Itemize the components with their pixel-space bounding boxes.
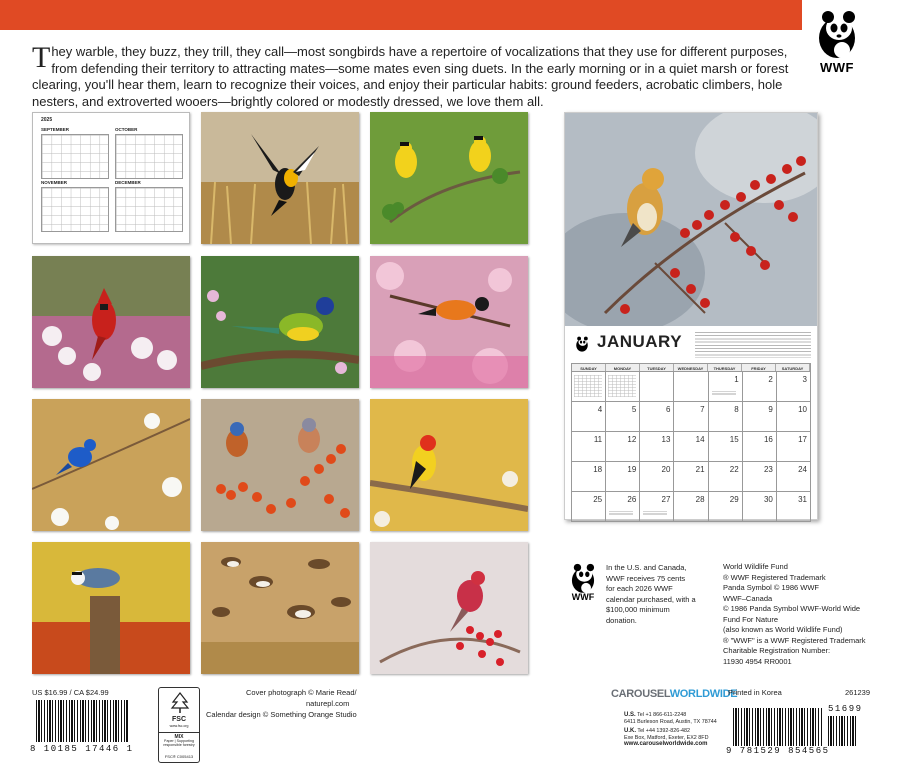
day-cell — [606, 432, 640, 461]
day-number: 28 — [695, 495, 705, 504]
day-cell — [709, 492, 743, 521]
day-cell — [606, 402, 640, 431]
day-number: 17 — [798, 435, 807, 444]
intro-dropcap: T — [32, 41, 51, 74]
printed-in: Printed in Korea — [728, 688, 782, 697]
day-number: 31 — [798, 495, 807, 504]
day-cell — [674, 402, 708, 431]
photo-eastern-bluebirds — [201, 399, 359, 531]
header-bar — [0, 0, 802, 30]
photo-caption-text — [695, 332, 811, 358]
day-number: 29 — [729, 495, 739, 504]
day-cell — [640, 372, 674, 401]
day-cell — [777, 462, 811, 491]
calendar-week-row — [571, 402, 811, 432]
day-number: 21 — [695, 465, 705, 474]
day-number: 4 — [597, 405, 603, 414]
day-cell — [777, 432, 811, 461]
mini-calendar-2025 — [32, 112, 190, 244]
day-number: 14 — [695, 435, 705, 444]
january-calendar-page — [564, 112, 818, 520]
trademark-notice: World Wildlife Fund ® WWF Registered Trademark Panda Symbol © 1986 WWF WWF–Canada © 1986 Panda Symbol WWF-World Wide Fund For Nature (also known as World Wildlife Fund) ® "WWF" is a WWF Registered Trademark Charitable Registration Number: 11930 4954 RR0001 — [723, 562, 866, 666]
day-number: 18 — [593, 465, 603, 474]
day-cell — [572, 372, 606, 401]
weekday-label: WEDNESDAY — [674, 364, 708, 371]
calendar-week-row — [571, 372, 811, 402]
day-number: 3 — [802, 375, 807, 384]
day-number: 16 — [763, 435, 773, 444]
donation-note: In the U.S. and Canada, WWF receives 75 cents for each 2026 WWF calendar purchased, with a $100,000 minimum donation. — [606, 563, 696, 625]
day-number: 13 — [661, 435, 671, 444]
day-cell — [572, 462, 606, 491]
fsc-badge — [158, 687, 200, 763]
calendar-grid — [571, 363, 811, 522]
day-cell — [606, 372, 640, 401]
photo-oriole-in-flight — [201, 112, 359, 244]
day-cell — [674, 462, 708, 491]
day-number: 22 — [729, 465, 739, 474]
fsc-mix: MIX — [159, 732, 199, 740]
day-cell — [709, 432, 743, 461]
day-cell — [709, 372, 743, 401]
design-credit: Calendar design © Something Orange Studio — [206, 710, 357, 719]
mini-calendar-year: 2025 — [41, 117, 53, 123]
day-cell — [606, 462, 640, 491]
price-label: US $16.99 / CA $24.99 — [32, 688, 109, 697]
mini-month-label: NOVEMBER — [41, 180, 68, 185]
mini-month-grid — [41, 187, 109, 232]
day-cell — [572, 432, 606, 461]
weekday-label: MONDAY — [606, 364, 640, 371]
day-number: 9 — [768, 405, 773, 414]
photo-snow-buntings — [201, 542, 359, 674]
intro-text: hey warble, they buzz, they trill, they call—most songbirds have a repertoire of vocalizations that they use for different purposes, from defending their territory to attracting mates—some mates even sing duets. In the early morning or in a quiet marsh or forest clearing, you'll hear them, learn to recognize their voices, and enjoy their particular habits: ground feeders, acrobatic climbers, hole nesters, and extroverted wooers—brightly colored or modestly dressed, we love them all. — [32, 44, 789, 109]
photo-nuthatch — [32, 542, 190, 674]
mini-month-grid — [115, 187, 183, 232]
photo-cardinal — [32, 256, 190, 388]
photo-western-tanager — [370, 399, 528, 531]
day-cell — [572, 402, 606, 431]
day-number: 8 — [734, 405, 739, 414]
holiday-note — [609, 511, 633, 515]
fsc-label: FSC — [172, 716, 186, 723]
photo-credit: Cover photograph © Marie Read/ — [246, 688, 357, 697]
day-cell — [674, 372, 708, 401]
weekday-label: SATURDAY — [776, 364, 810, 371]
weekday-label: TUESDAY — [640, 364, 674, 371]
panda-icon — [566, 562, 600, 594]
barcode-upc — [36, 700, 128, 742]
photo-credit-site: naturepl.com — [306, 699, 350, 708]
mini-month-grid — [115, 134, 183, 179]
day-number: 7 — [700, 405, 705, 414]
day-cell — [743, 492, 777, 521]
day-number: 27 — [661, 495, 671, 504]
day-cell — [777, 492, 811, 521]
photo-goldfinches — [370, 112, 528, 244]
weekday-label: SUNDAY — [572, 364, 606, 371]
panda-icon — [574, 334, 590, 354]
photo-green-jay — [201, 256, 359, 388]
mini-month-preview — [608, 375, 636, 397]
calendar-week-row — [571, 492, 811, 522]
day-cell — [674, 492, 708, 521]
day-number: 23 — [763, 465, 773, 474]
day-number: 1 — [734, 375, 739, 384]
mini-month-label: DECEMBER — [115, 180, 141, 185]
day-cell — [743, 372, 777, 401]
day-cell — [640, 402, 674, 431]
carousel-worldwide-logo: CAROUSELWORLDWIDE — [611, 688, 738, 700]
day-number: 15 — [729, 435, 739, 444]
mini-month-preview — [574, 375, 602, 397]
day-cell — [743, 462, 777, 491]
wwf-logo-small — [566, 562, 600, 610]
barcode-upc-number: 8 10185 17446 1 — [30, 744, 134, 754]
photo-baltimore-oriole — [370, 256, 528, 388]
day-cell — [640, 492, 674, 521]
barcode-isbn-number: 9 781529 854565 — [726, 746, 830, 756]
wwf-logo-text: WWF — [571, 592, 595, 602]
holiday-note — [712, 391, 736, 395]
barcode-isbn — [733, 708, 823, 746]
intro-paragraph — [32, 41, 812, 110]
wwf-logo — [812, 8, 892, 78]
day-number: 2 — [768, 375, 773, 384]
day-number: 12 — [627, 435, 637, 444]
panda-icon — [812, 8, 862, 60]
photo-indigo-bunting — [32, 399, 190, 531]
photo-january-bird — [565, 113, 817, 326]
calendar-week-row — [571, 432, 811, 462]
day-cell — [640, 432, 674, 461]
product-code: 261239 — [845, 688, 871, 697]
day-cell — [709, 402, 743, 431]
publisher-contact: U.S. Tel +1 866-611-2248 6411 Burleson Road, Austin, TX 78744 U.K. Tel +44 1392-826-482 Exe Box, Matford, Exeter, EX2 8FD www.carouselworldwide.com — [624, 712, 717, 748]
fsc-tree-icon — [170, 692, 190, 714]
day-number: 20 — [661, 465, 671, 474]
barcode-isbn-addon — [828, 716, 858, 746]
day-cell — [709, 462, 743, 491]
mini-month-label: OCTOBER — [115, 127, 138, 132]
mini-month-label: SEPTEMBER — [41, 127, 70, 132]
day-number: 6 — [665, 405, 671, 414]
fsc-code: FSC® C005413 — [164, 754, 194, 759]
day-cell — [743, 432, 777, 461]
holiday-note — [643, 511, 667, 515]
calendar-week-row — [571, 462, 811, 492]
barcode-addon-number: 51699 — [828, 704, 863, 714]
fsc-paper: Paper | Supporting responsible forestry — [163, 739, 195, 747]
day-cell — [572, 492, 606, 521]
day-number: 11 — [593, 435, 603, 444]
weekday-header-row — [571, 363, 811, 372]
day-number: 30 — [763, 495, 773, 504]
day-number: 19 — [627, 465, 637, 474]
day-cell — [606, 492, 640, 521]
mini-month-grid — [41, 134, 109, 179]
day-cell — [777, 372, 811, 401]
weekday-label: THURSDAY — [708, 364, 742, 371]
day-cell — [743, 402, 777, 431]
day-cell — [674, 432, 708, 461]
day-cell — [640, 462, 674, 491]
weekday-label: FRIDAY — [742, 364, 776, 371]
day-cell — [777, 402, 811, 431]
calendar-month-title: JANUARY — [597, 332, 683, 351]
photo-house-finch — [370, 542, 528, 674]
day-number: 25 — [593, 495, 603, 504]
fsc-url: www.fsc.org — [169, 724, 189, 728]
wwf-logo-text: WWF — [820, 60, 854, 75]
day-number: 24 — [798, 465, 807, 474]
day-number: 26 — [627, 495, 637, 504]
day-number: 10 — [798, 405, 807, 414]
day-number: 5 — [631, 405, 637, 414]
